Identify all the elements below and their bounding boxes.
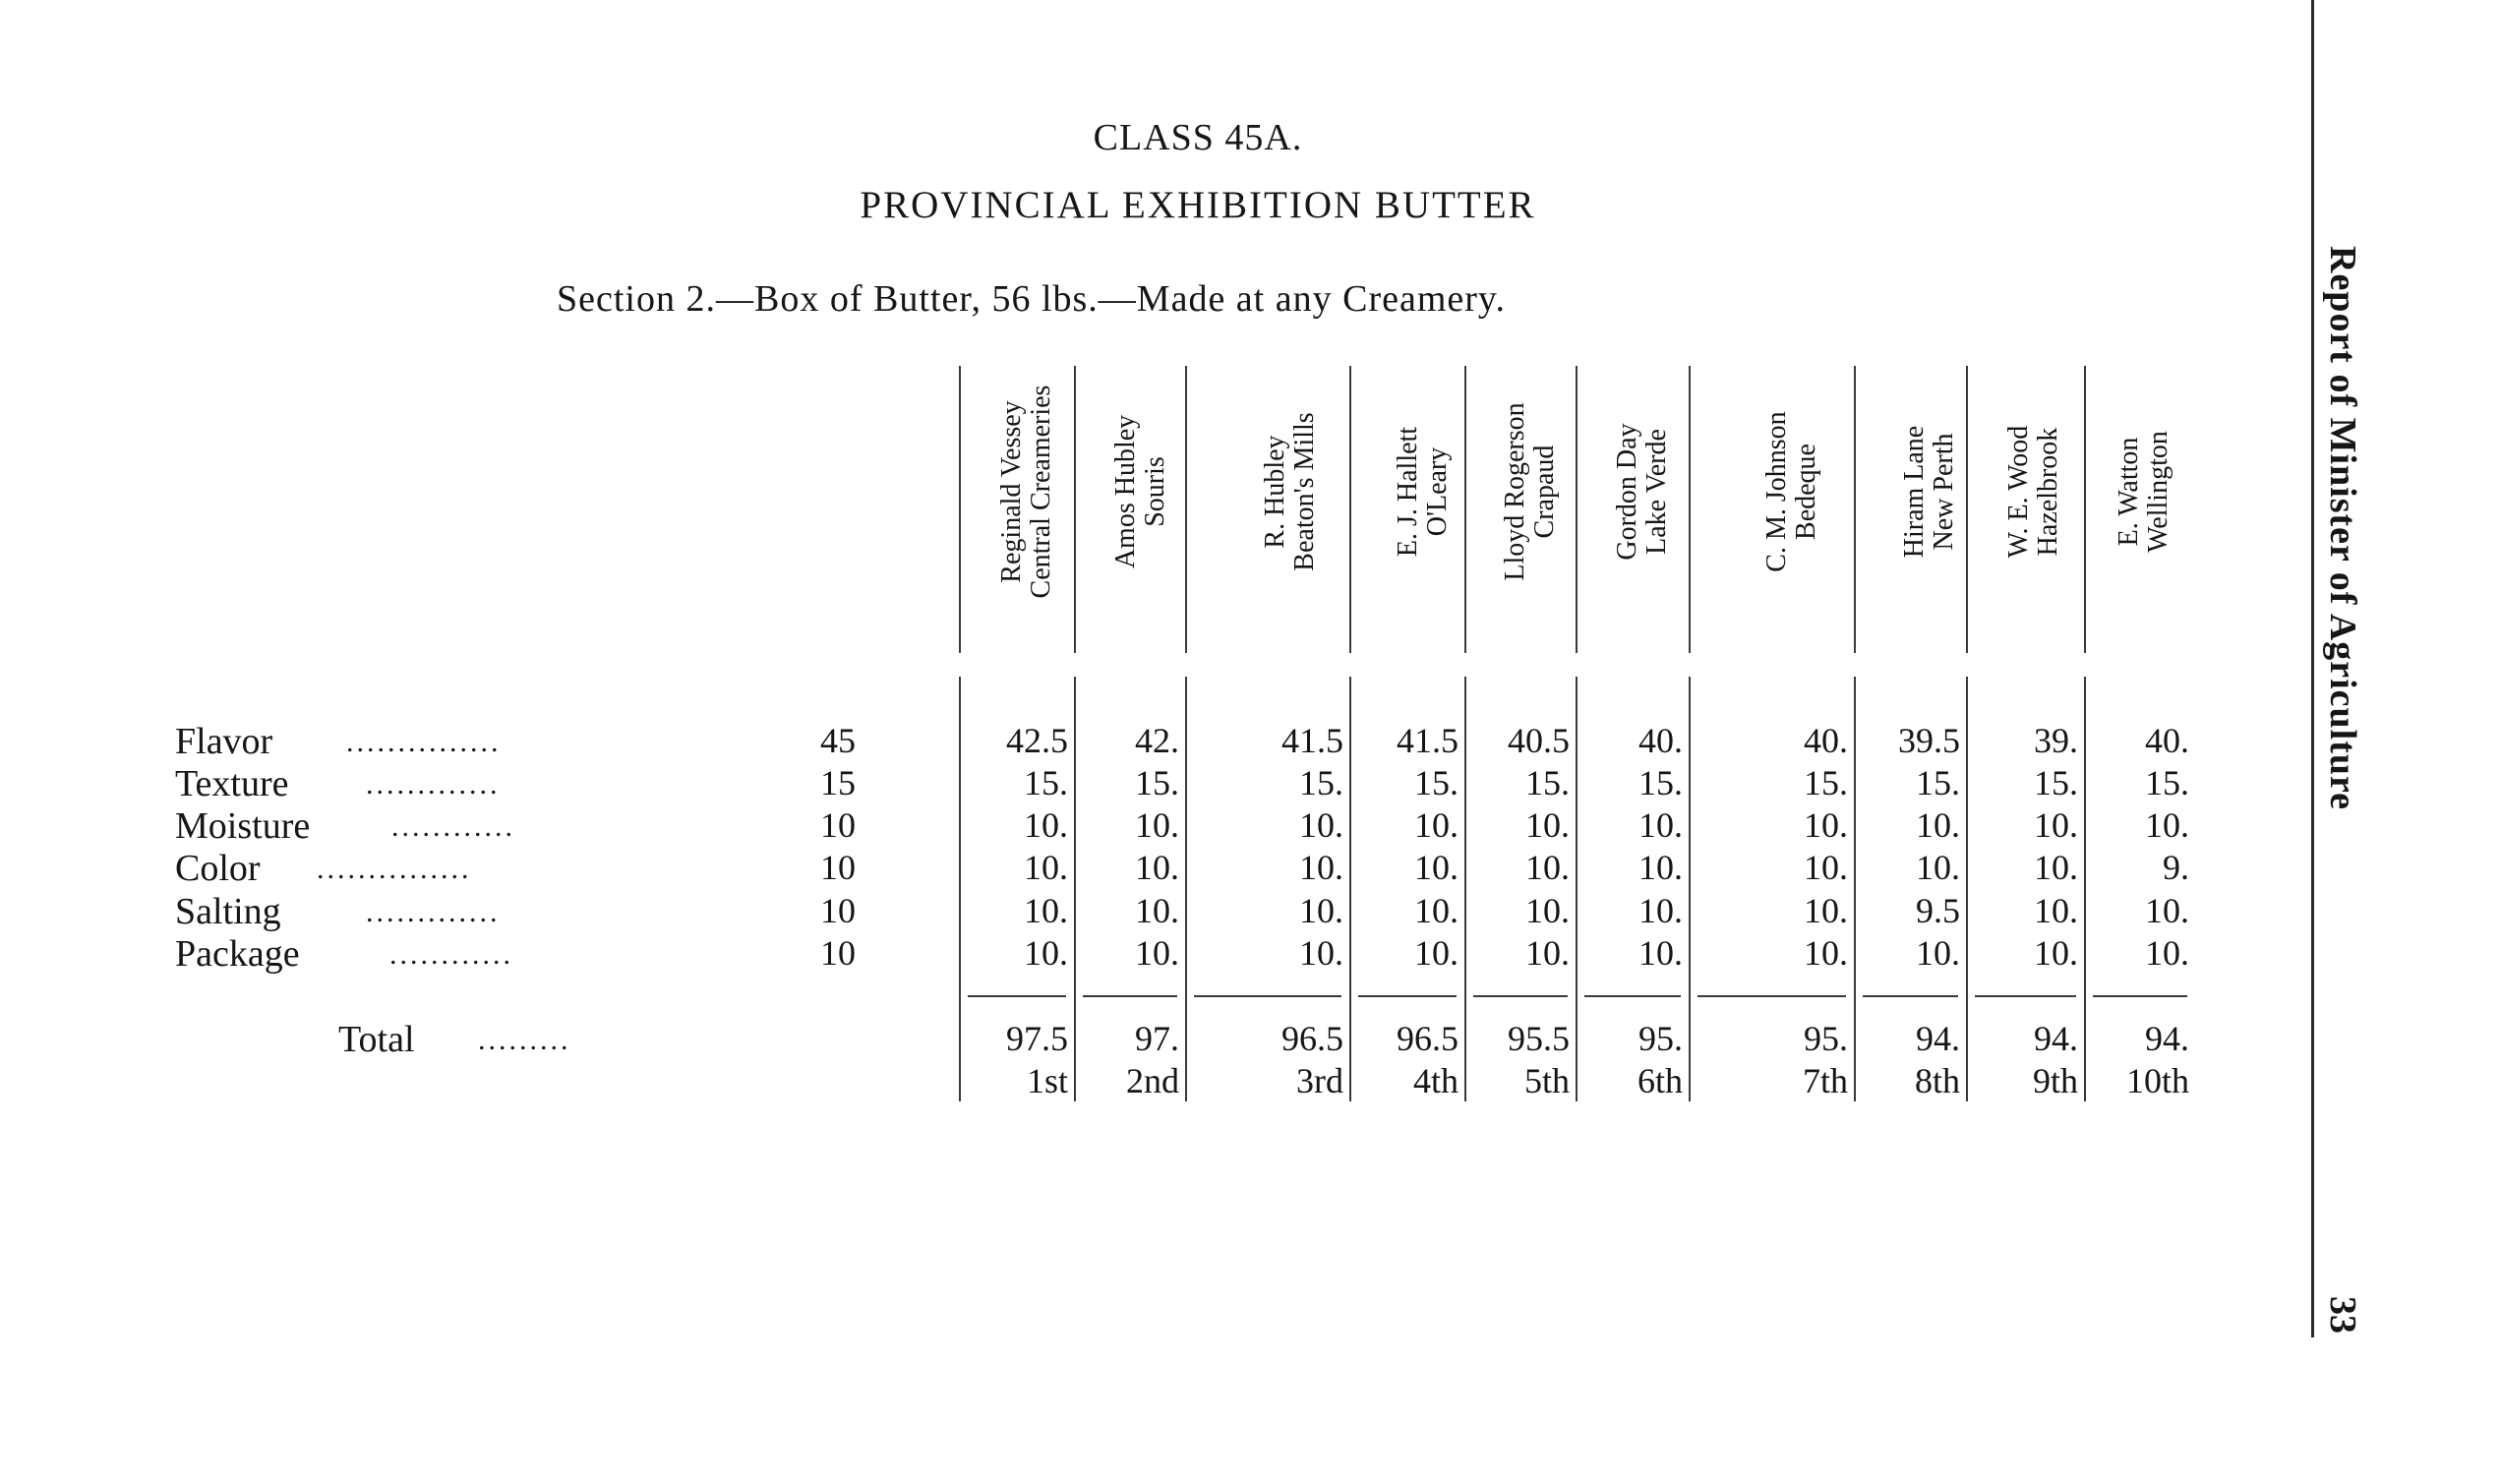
score-cell: 10. <box>1135 848 1179 887</box>
score-cell: 40. <box>1638 721 1683 760</box>
running-head: Report of Minister of Agriculture <box>2322 246 2363 811</box>
score-cell: 10. <box>1414 848 1458 887</box>
total-label: Total <box>338 1019 415 1060</box>
exhibitor-place: Beaton's Mills <box>1289 412 1320 571</box>
rank-cell: 5th <box>1523 1061 1570 1100</box>
exhibitor-place: Lake Verde <box>1641 429 1672 555</box>
score-cell: 41.5 <box>1397 721 1458 760</box>
score-cell: 10. <box>2034 933 2078 973</box>
column-header-text <box>997 354 1056 629</box>
row-label: Color <box>175 848 261 889</box>
score-cell: 10. <box>1024 891 1068 930</box>
exhibitor-place: New Perth <box>1929 433 1959 551</box>
column-rule-header <box>1576 366 1577 653</box>
score-cell: 10. <box>1414 805 1458 845</box>
score-cell: 10. <box>2145 891 2189 930</box>
column-header-text <box>1261 354 1320 629</box>
score-cell: 10. <box>1638 848 1683 887</box>
column-header-text <box>2004 354 2063 629</box>
score-cell: 15. <box>1299 763 1343 802</box>
max-points: 10 <box>820 933 856 973</box>
total-cell: 94. <box>2034 1019 2078 1058</box>
exhibit-title: PROVINCIAL EXHIBITION BUTTER <box>860 184 1536 226</box>
score-cell: 42. <box>1135 721 1179 760</box>
column-rule-header <box>1349 366 1351 653</box>
column-rule-header <box>2084 366 2086 653</box>
rank-cell: 7th <box>1802 1061 1848 1100</box>
exhibitor-place: Wellington <box>2143 431 2173 553</box>
exhibitor-place: Central Creameries <box>1026 385 1056 599</box>
score-cell: 10. <box>1024 848 1068 887</box>
row-label: Package <box>175 933 300 975</box>
score-cell: 10. <box>1804 891 1848 930</box>
exhibitor-name: Amos Hubley <box>1110 414 1141 569</box>
exhibitor-name: Hiram Lane <box>1899 425 1930 559</box>
row-label: Moisture <box>175 805 311 847</box>
score-cell: 9. <box>2163 848 2189 887</box>
total-rule <box>968 995 1066 997</box>
exhibitor-place: Hazelbrook <box>2033 427 2063 557</box>
exhibitor-name: Gordon Day <box>1612 423 1642 561</box>
score-cell: 10. <box>1135 805 1179 845</box>
column-header-text <box>1394 354 1453 629</box>
column-rule-header <box>1074 366 1076 653</box>
column-rule-body <box>2084 677 2086 1101</box>
column-rule-body <box>1074 677 1076 1101</box>
exhibitor-name: Lloyd Rogerson <box>1500 402 1530 581</box>
column-header-text <box>1900 354 1959 629</box>
column-rule-header <box>1464 366 1466 653</box>
score-cell: 10. <box>1525 891 1570 930</box>
rank-cell: 2nd <box>1126 1061 1179 1100</box>
total-cell: 97.5 <box>1006 1019 1068 1058</box>
score-cell: 10. <box>1135 933 1179 973</box>
total-cell: 97. <box>1135 1019 1179 1058</box>
exhibitor-name: C. M. Johnson <box>1761 411 1792 572</box>
score-cell: 10. <box>1916 805 1960 845</box>
class-title: CLASS 45A. <box>1093 117 1303 158</box>
score-cell: 10. <box>2034 848 2078 887</box>
column-rule-body <box>1854 677 1856 1101</box>
score-cell: 10. <box>1804 805 1848 845</box>
dot-leader: ............. <box>366 896 501 928</box>
column-rule-body <box>1464 677 1466 1101</box>
score-cell: 10. <box>1024 933 1068 973</box>
rank-cell: 3rd <box>1296 1061 1343 1100</box>
total-rule <box>1584 995 1681 997</box>
score-cell: 15. <box>1414 763 1458 802</box>
rank-cell: 4th <box>1412 1061 1458 1100</box>
score-cell: 10. <box>1135 891 1179 930</box>
dot-leader: ............ <box>389 938 513 971</box>
column-header-text <box>1613 354 1672 629</box>
score-cell: 10. <box>1525 805 1570 845</box>
column-rule-header <box>1966 366 1968 653</box>
score-cell: 10. <box>1299 891 1343 930</box>
score-cell: 10. <box>1804 848 1848 887</box>
column-rule-header <box>1689 366 1691 653</box>
max-points: 10 <box>820 805 856 845</box>
total-cell: 94. <box>1916 1019 1960 1058</box>
rank-cell: 1st <box>1026 1061 1068 1100</box>
score-cell: 40. <box>2145 721 2189 760</box>
score-cell: 10. <box>1638 933 1683 973</box>
column-rule-body <box>1576 677 1577 1101</box>
page-number: 33 <box>2322 1296 2363 1334</box>
score-cell: 10. <box>1638 891 1683 930</box>
column-header-text <box>1501 354 1560 629</box>
row-label: Texture <box>175 763 289 804</box>
score-cell: 10. <box>1414 933 1458 973</box>
score-cell: 10. <box>2145 933 2189 973</box>
score-cell: 15. <box>1024 763 1068 802</box>
column-rule-body <box>959 677 961 1101</box>
column-rule-header <box>1854 366 1856 653</box>
total-cell: 95.5 <box>1508 1019 1570 1058</box>
column-rule-body <box>1185 677 1187 1101</box>
dot-leader: ............... <box>317 853 472 885</box>
score-cell: 15. <box>1135 763 1179 802</box>
rank-cell: 9th <box>2032 1061 2078 1100</box>
row-label: Flavor <box>175 721 273 762</box>
score-cell: 15. <box>2145 763 2189 802</box>
exhibitor-name: E. J. Hallett <box>1393 426 1423 558</box>
max-points: 45 <box>820 721 856 760</box>
column-rule-header <box>1185 366 1187 653</box>
exhibitor-place: Souris <box>1140 456 1170 527</box>
column-header-text <box>1111 354 1170 629</box>
total-rule <box>1083 995 1177 997</box>
exhibitor-place: O'Leary <box>1422 446 1453 537</box>
score-cell: 41.5 <box>1281 721 1343 760</box>
exhibitor-name: R. Hubley <box>1260 435 1290 549</box>
score-cell: 10. <box>2034 891 2078 930</box>
score-cell: 40. <box>1804 721 1848 760</box>
column-rule-body <box>1349 677 1351 1101</box>
total-rule <box>1473 995 1568 997</box>
rank-cell: 6th <box>1637 1061 1683 1100</box>
column-header-text <box>2114 354 2173 629</box>
section-title: Section 2.—Box of Butter, 56 lbs.—Made at any Creamery. <box>557 278 1506 320</box>
total-rule <box>1194 995 1341 997</box>
exhibitor-place: Bedeque <box>1791 444 1821 540</box>
rank-cell: 10th <box>2125 1061 2189 1100</box>
score-cell: 10. <box>1525 848 1570 887</box>
exhibitor-place: Crapaud <box>1529 445 1560 539</box>
total-rule <box>2093 995 2187 997</box>
exhibitor-name: E. Watton <box>2113 437 2144 547</box>
score-cell: 15. <box>1525 763 1570 802</box>
score-cell: 15. <box>1804 763 1848 802</box>
column-rule-body <box>1966 677 1968 1101</box>
score-cell: 10. <box>2034 805 2078 845</box>
max-points: 10 <box>820 891 856 930</box>
score-cell: 10. <box>2145 805 2189 845</box>
score-cell: 39. <box>2034 721 2078 760</box>
total-rule <box>1975 995 2076 997</box>
total-rule <box>1697 995 1846 997</box>
score-cell: 39.5 <box>1898 721 1960 760</box>
exhibitor-name: Reginald Vessey <box>996 400 1027 583</box>
total-rule <box>1358 995 1457 997</box>
dot-leader: ............ <box>391 810 515 843</box>
score-cell: 15. <box>1638 763 1683 802</box>
column-rule-header <box>959 366 961 653</box>
score-cell: 15. <box>2034 763 2078 802</box>
score-cell: 10. <box>1638 805 1683 845</box>
score-cell: 10. <box>1804 933 1848 973</box>
score-cell: 10. <box>1414 891 1458 930</box>
max-points: 10 <box>820 848 856 887</box>
column-rule-body <box>1689 677 1691 1101</box>
score-cell: 10. <box>1299 933 1343 973</box>
total-cell: 94. <box>2145 1019 2189 1058</box>
total-cell: 96.5 <box>1281 1019 1343 1058</box>
total-cell: 95. <box>1804 1019 1848 1058</box>
rank-cell: 8th <box>1914 1061 1960 1100</box>
exhibitor-name: W. E. Wood <box>2003 425 2034 559</box>
row-label: Salting <box>175 891 281 932</box>
total-rule <box>1863 995 1958 997</box>
score-cell: 10. <box>1916 848 1960 887</box>
score-cell: 10. <box>1024 805 1068 845</box>
dot-leader: ............. <box>366 768 501 801</box>
score-cell: 9.5 <box>1916 891 1960 930</box>
dot-leader: ......... <box>478 1024 571 1056</box>
dot-leader: ............... <box>346 726 502 758</box>
score-cell: 10. <box>1916 933 1960 973</box>
score-cell: 42.5 <box>1006 721 1068 760</box>
score-cell: 10. <box>1525 933 1570 973</box>
total-cell: 95. <box>1638 1019 1683 1058</box>
column-header-text <box>1762 354 1821 629</box>
page-border-line <box>2311 0 2314 1337</box>
max-points: 15 <box>820 763 856 802</box>
score-cell: 10. <box>1299 805 1343 845</box>
score-cell: 40.5 <box>1508 721 1570 760</box>
score-cell: 10. <box>1299 848 1343 887</box>
total-cell: 96.5 <box>1397 1019 1458 1058</box>
score-cell: 15. <box>1916 763 1960 802</box>
